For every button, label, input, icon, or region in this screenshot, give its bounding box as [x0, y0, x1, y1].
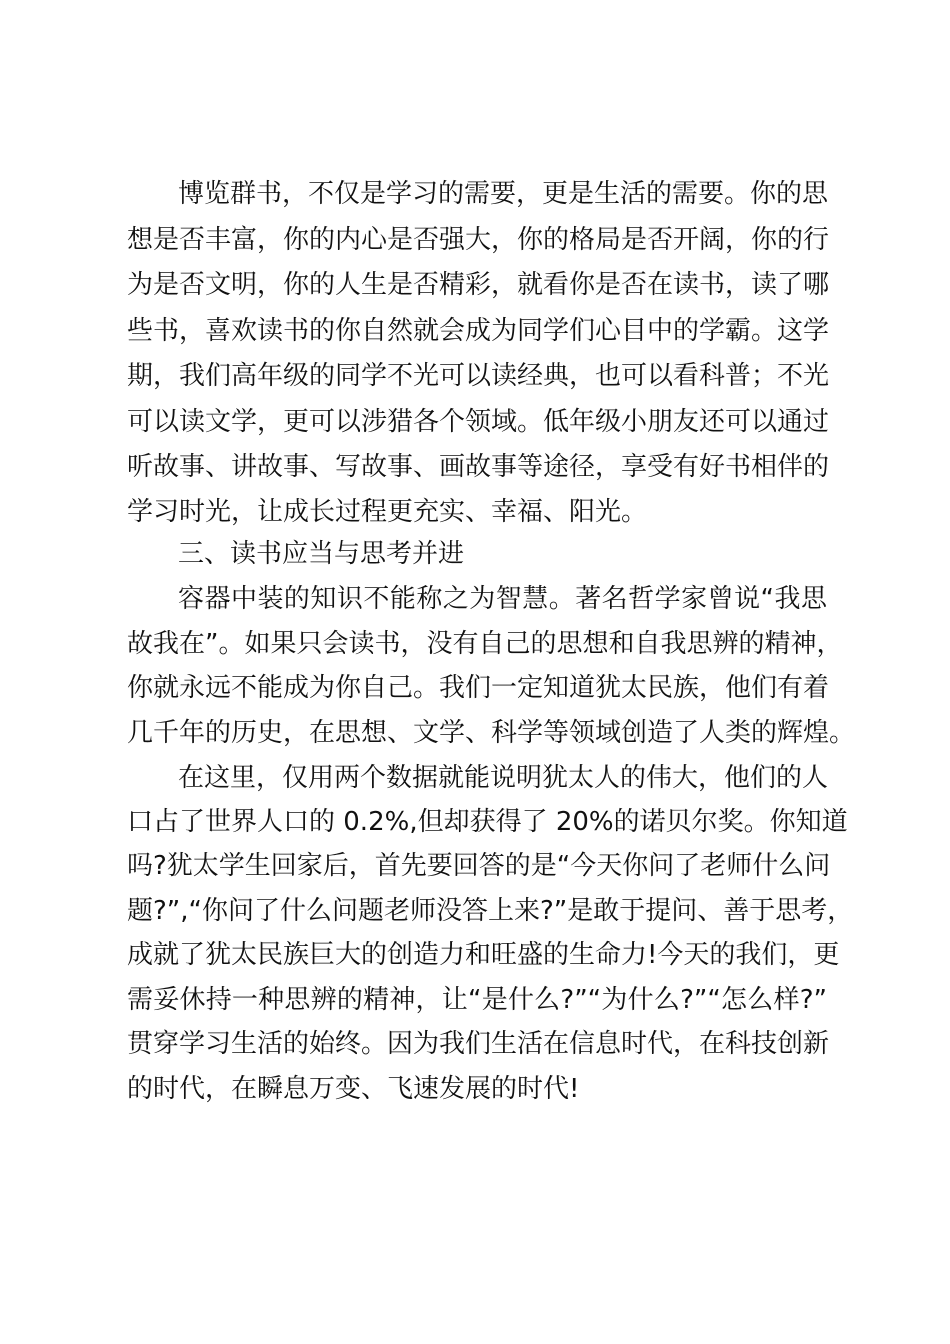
paragraph-3-line-1: 在这里，仅用两个数据就能说明犹太人的伟大，他们的人 [178, 763, 829, 793]
paragraph-1-line-4: 些书，喜欢读书的你自然就会成为同学们心目中的学霸。这学 [127, 316, 830, 346]
paragraph-1-line-6: 可以读文学，更可以涉猎各个领域。低年级小朋友还可以通过 [127, 407, 830, 437]
paragraph-2-line-4: 几千年的历史，在思想、文学、科学等领域创造了人类的辉煌。 [127, 718, 856, 748]
paragraph-3-line-7: 贯穿学习生活的始终。因为我们生活在信息时代，在科技创新 [127, 1029, 830, 1059]
paragraph-1-line-8: 学习时光，让成长过程更充实、幸福、阳光。 [127, 497, 648, 527]
paragraph-2-line-2: 故我在”。如果只会读书，没有自己的思想和自我思辨的精神， [127, 629, 843, 659]
paragraph-1-line-3: 为是否文明，你的人生是否精彩，就看你是否在读书，读了哪 [127, 270, 830, 300]
paragraph-3-line-2: 口占了世界人口的 0.2%,但却获得了 20%的诺贝尔奖。你知道 [127, 807, 848, 837]
paragraph-2-line-3: 你就永远不能成为你自己。我们一定知道犹太民族，他们有着 [127, 673, 830, 703]
paragraph-3-line-6: 需妥休持一种思辨的精神，让“是什么?”“为什么?”“怎么样?” [127, 985, 827, 1015]
paragraph-1-line-7: 听故事、讲故事、写故事、画故事等途径，享受有好书相伴的 [127, 452, 830, 482]
paragraph-1-line-1: 博览群书，不仅是学习的需要，更是生活的需要。你的思 [178, 179, 829, 209]
paragraph-3-line-4: 题?”,“你问了什么问题老师没答上来?”是敢于提问、善于思考， [127, 896, 854, 926]
paragraph-1-line-2: 想是否丰富，你的内心是否强大，你的格局是否开阔，你的行 [127, 225, 830, 255]
paragraph-1-line-5: 期，我们高年级的同学不光可以读经典，也可以看科普；不光 [127, 361, 830, 391]
paragraph-3-line-5: 成就了犹太民族巨大的创造力和旺盛的生命力!今天的我们，更 [127, 940, 840, 970]
paragraph-3-line-3: 吗?犹太学生回家后，首先要回答的是“今天你问了老师什么问 [127, 851, 831, 881]
paragraph-3-line-8: 的时代，在瞬息万变、飞速发展的时代! [127, 1074, 580, 1104]
section-heading: 三、读书应当与思考并进 [178, 539, 465, 569]
paragraph-2-line-1: 容器中装的知识不能称之为智慧。著名哲学家曾说“我思 [178, 584, 827, 614]
